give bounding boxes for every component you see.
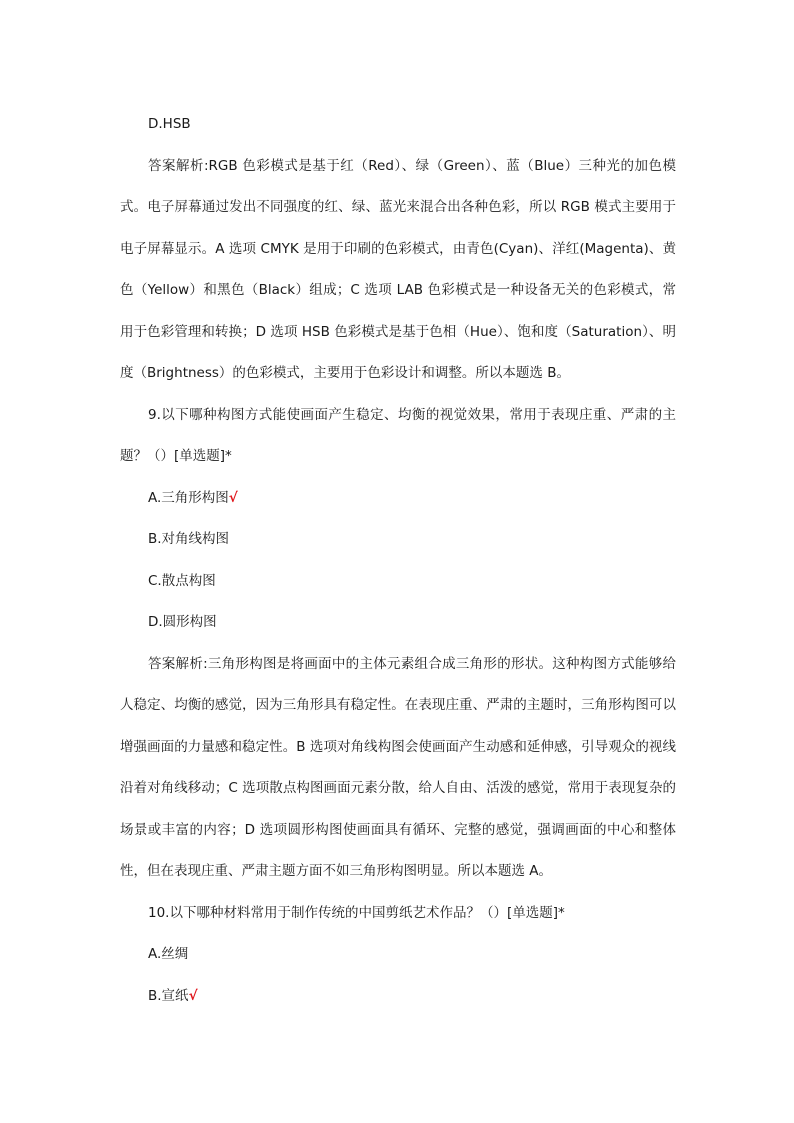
- q10-option-a: A.丝绸: [148, 946, 189, 962]
- q9-option-c: C.散点构图: [148, 572, 216, 589]
- q9-question: 9.以下哪种构图方式能使画面产生稳定、均衡的视觉效果，常用于表现庄重、严肃的主题？（）[单选题]*: [120, 406, 676, 464]
- q9-option-a-label: A.三角形构图: [148, 489, 229, 506]
- q9-option-a: [120, 478, 676, 520]
- correct-check-icon: √: [228, 489, 238, 506]
- q10-question: 10.以下哪种材料常用于制作传统的中国剪纸艺术作品？（）[单选题]*: [148, 904, 565, 921]
- document-content: [120, 104, 676, 1017]
- q9-explanation: 答案解析:三角形构图是将画面中的主体元素组合成三角形的形状。这种构图方式能够给人稳定、均衡的感觉，因为三角形具有稳定性。在表现庄重、严肃的主题时，三角形构图可以增强画面的力量感和稳定性。B 选项对角线构图会使画面产生动感和延伸感，引导观众的视线沿着对角线移动；C 选项散点构图画面元素分散，给人自由、活泼的感觉，常用于表现复杂的场景或丰富的内容；D 选项圆形构图使画面具有循环、完整的感觉，强调画面的中心和整体性，但在表现庄重、严肃主题方面不如三角形构图明显。所以本题选 A。: [120, 655, 676, 879]
- q8-option-d: D.HSB: [148, 116, 191, 132]
- q8-explanation: 答案解析:RGB 色彩模式是基于红（Red）、绿（Green）、蓝（Blue）三种光的加色模式。电子屏幕通过发出不同强度的红、绿、蓝光来混合出各种色彩，所以 RGB 模式主要用于电子屏幕显示。A 选项 CMYK 是用于印刷的色彩模式，由青色(Cyan)、洋红(Magenta)、黄色（Yellow）和黑色（Black）组成；C 选项 LAB 色彩模式是一种设备无关的色彩模式，常用于色彩管理和转换；D 选项 HSB 色彩模式是基于色相（Hue）、饱和度（Saturation）、明度（Brightness）的色彩模式，主要用于色彩设计和调整。所以本题选 B。: [120, 157, 676, 381]
- q10-option-b: [120, 976, 676, 1018]
- q9-option-b: B.对角线构图: [148, 531, 230, 547]
- q9-option-d: D.圆形构图: [148, 614, 217, 630]
- q10-option-b-label: B.宣纸: [148, 987, 189, 1004]
- correct-check-icon: √: [188, 987, 198, 1004]
